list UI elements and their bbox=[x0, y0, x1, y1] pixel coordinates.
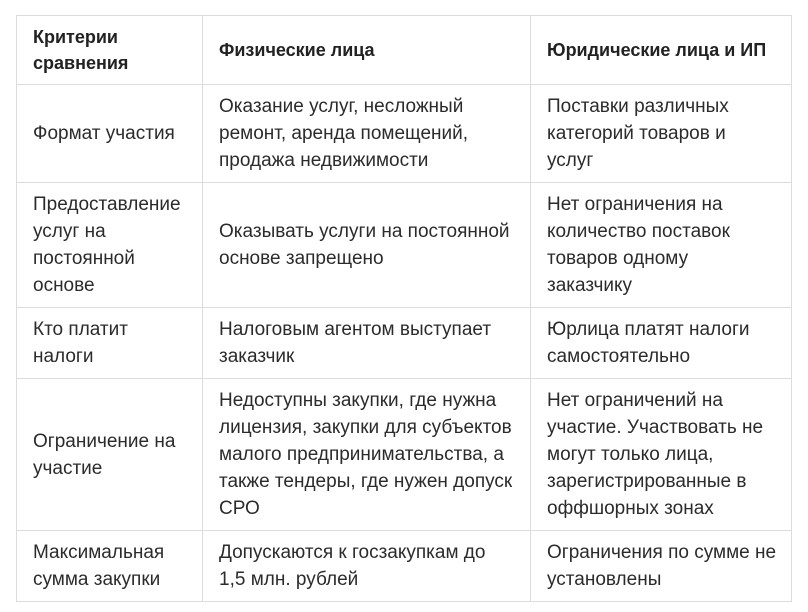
individuals-cell: Оказание услуг, несложный ремонт, аренда помещений, продажа недвижимости bbox=[203, 85, 531, 183]
criteria-cell: Максимальная сумма закупки bbox=[17, 531, 203, 602]
header-individuals: Физические лица bbox=[203, 16, 531, 85]
header-row bbox=[17, 16, 792, 85]
individuals-cell: Допускаются к госзакупкам до 1,5 млн. рублей bbox=[203, 531, 531, 602]
legal-entities-cell: Нет ограничения на количество поставок товаров одному заказчику bbox=[531, 183, 792, 308]
legal-entities-cell: Юрлица платят налоги самостоятельно bbox=[531, 308, 792, 379]
table-body bbox=[17, 85, 792, 602]
legal-entities-cell: Поставки различных категорий товаров и услуг bbox=[531, 85, 792, 183]
table-row bbox=[17, 183, 792, 308]
individuals-cell: Оказывать услуги на постоянной основе запрещено bbox=[203, 183, 531, 308]
criteria-cell: Формат участия bbox=[17, 85, 203, 183]
criteria-cell: Предоставление услуг на постоянной основе bbox=[17, 183, 203, 308]
individuals-cell: Недоступны закупки, где нужна лицензия, закупки для субъектов малого предпринимательства, а также тендеры, где нужен допуск СРО bbox=[203, 379, 531, 531]
table-row bbox=[17, 531, 792, 602]
criteria-cell: Ограничение на участие bbox=[17, 379, 203, 531]
individuals-cell: Налоговым агентом выступает заказчик bbox=[203, 308, 531, 379]
legal-entities-cell: Ограничения по сумме не установлены bbox=[531, 531, 792, 602]
comparison-table-container bbox=[16, 15, 792, 602]
table-header bbox=[17, 16, 792, 85]
header-legal-entities: Юридические лица и ИП bbox=[531, 16, 792, 85]
table-row bbox=[17, 379, 792, 531]
criteria-cell: Кто платит налоги bbox=[17, 308, 203, 379]
header-criteria: Критерии сравнения bbox=[17, 16, 203, 85]
legal-entities-cell: Нет ограничений на участие. Участвовать не могут только лица, зарегистрированные в оффшорных зонах bbox=[531, 379, 792, 531]
table-row bbox=[17, 85, 792, 183]
comparison-table bbox=[16, 15, 792, 602]
table-row bbox=[17, 308, 792, 379]
